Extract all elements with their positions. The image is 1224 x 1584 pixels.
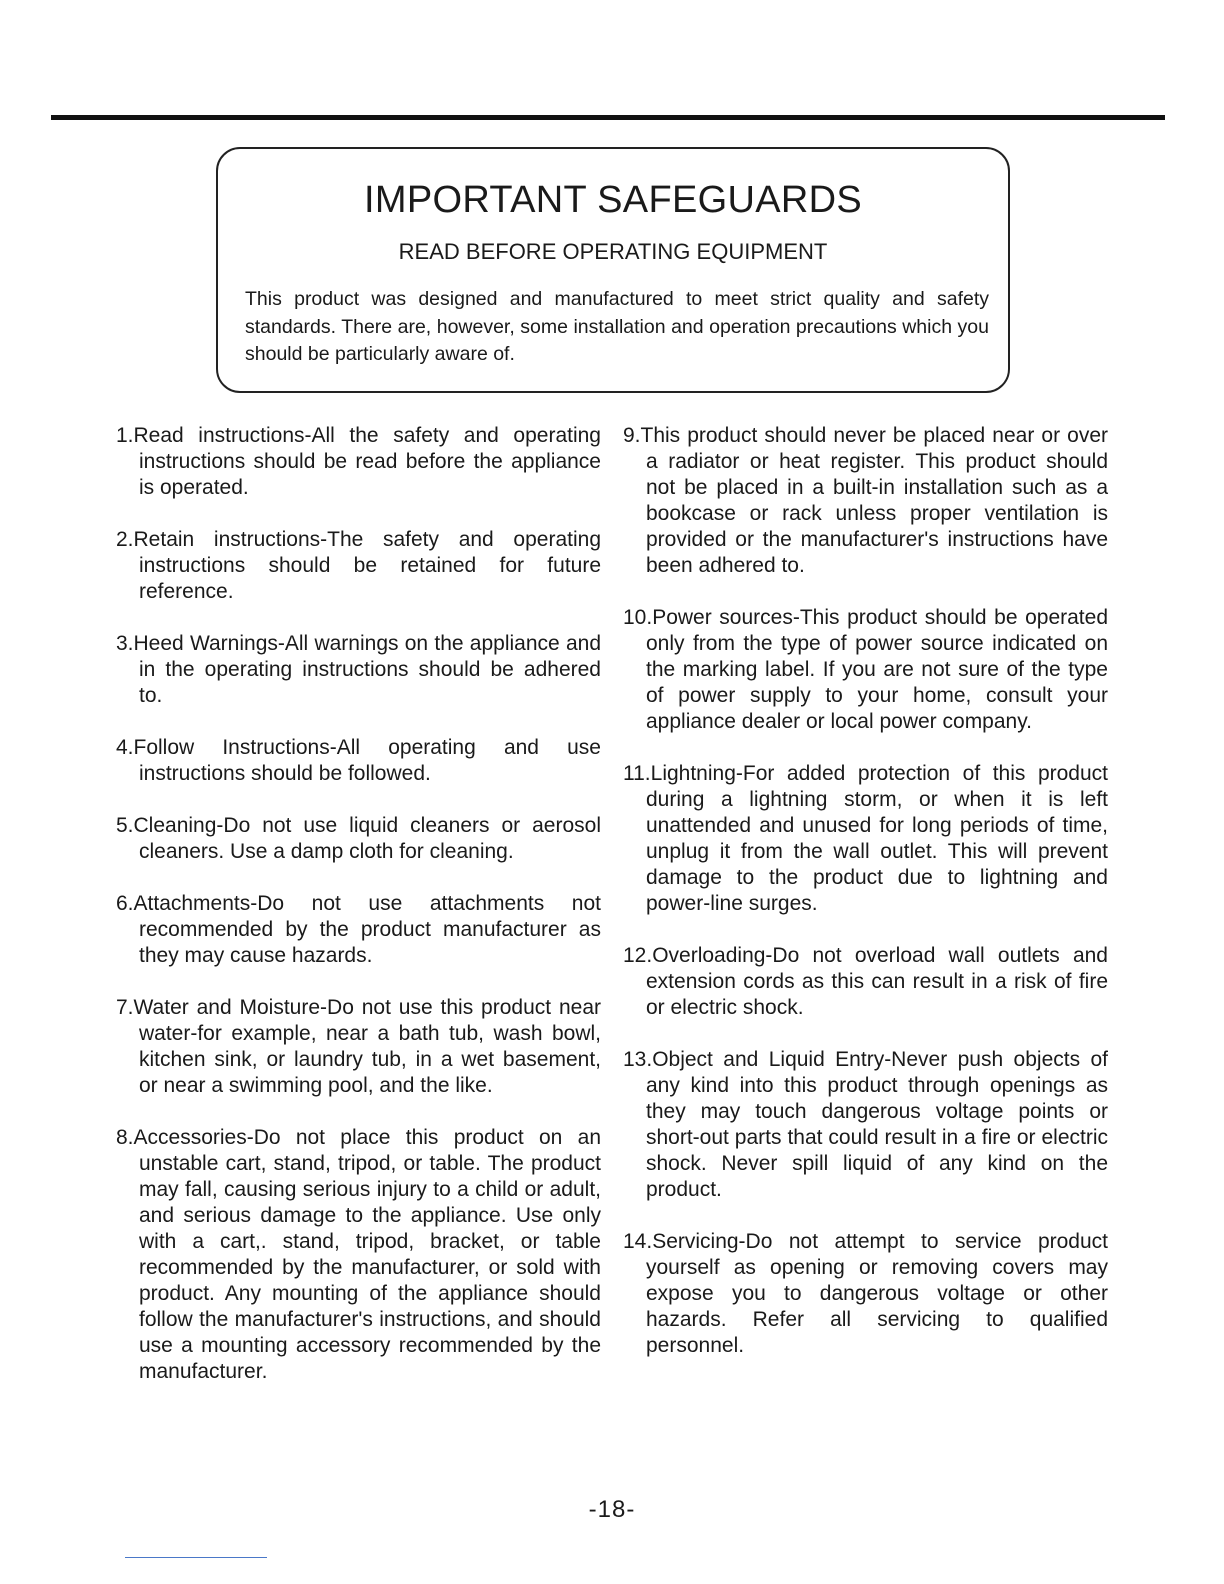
intro-paragraph: This product was designed and manufactured to meet strict quality and safety standards. There are, however, some installation and operation precautions which you should be particularly aware of. [245,288,989,365]
safeguards-column-left [116,423,601,1411]
safeguard-item: 12.Overloading-Do not overload wall outlets and extension cords as this can result in a risk of fire or electric shock. [623,944,1108,1019]
safeguard-item: 5.Cleaning-Do not use liquid cleaners or aerosol cleaners. Use a damp cloth for cleaning. [116,814,601,863]
page-subtitle: READ BEFORE OPERATING EQUIPMENT [398,239,828,264]
safeguard-item: 14.Servicing-Do not attempt to service product yourself as opening or removing covers may expose you to dangerous voltage or other hazards. Refer all servicing to qualified personnel. [623,1230,1108,1357]
safeguard-item: 3.Heed Warnings-All warnings on the appliance and in the operating instructions should be adhered to. [116,632,601,707]
safeguard-item: 4.Follow Instructions-All operating and use instructions should be followed. [116,736,601,785]
footer-link-underline [125,1557,267,1558]
safeguard-item: 10.Power sources-This product should be operated only from the type of power source indicated on the marking label. If you are not sure of the type of power supply to your home, consult your appliance dealer or local power company. [623,606,1108,733]
page-title: IMPORTANT SAFEGUARDS [364,179,862,221]
top-rule [51,115,1165,120]
safeguard-item: 9.This product should never be placed near or over a radiator or heat register. This product should not be placed in a built-in installation such as a bookcase or rack unless proper ventilation is provided or the manufacturer's instructions have been adhered to. [623,424,1108,577]
safeguard-item: 6.Attachments-Do not use attachments not recommended by the product manufacturer as they may cause hazards. [116,892,601,967]
safeguard-item: 7.Water and Moisture-Do not use this product near water-for example, near a bath tub, wash bowl, kitchen sink, or laundry tub, in a wet basement, or near a swimming pool, and the like. [116,996,601,1097]
safeguards-notice-box [216,147,1010,393]
safeguard-item: 8.Accessories-Do not place this product on an unstable cart, stand, tripod, or table. The product may fall, causing serious injury to a child or adult, and serious damage to the appliance. Use only with a cart,. stand, tripod, bracket, or table recommended by the manufacturer, or sold with product. Any mounting of the appliance should follow the manufacturer's instructions, and should use a mounting accessory recommended by the manufacturer. [116,1126,601,1383]
safeguard-item: 2.Retain instructions-The safety and operating instructions should be retained for future reference. [116,528,601,603]
safeguards-column-right [623,423,1108,1385]
safeguard-item: 13.Object and Liquid Entry-Never push objects of any kind into this product through openings as they may touch dangerous voltage points or short-out parts that could result in a fire or electric shock. Never spill liquid of any kind on the product. [623,1048,1108,1201]
safeguard-item: 11.Lightning-For added protection of this product during a lightning storm, or when it is left unattended and unused for long periods of time, unplug it from the wall outlet. This will prevent damage to the product due to lightning and power-line surges. [623,762,1108,915]
page-number: -18- [588,1496,636,1523]
safeguard-item: 1.Read instructions-All the safety and operating instructions should be read before the appliance is operated. [116,424,601,499]
